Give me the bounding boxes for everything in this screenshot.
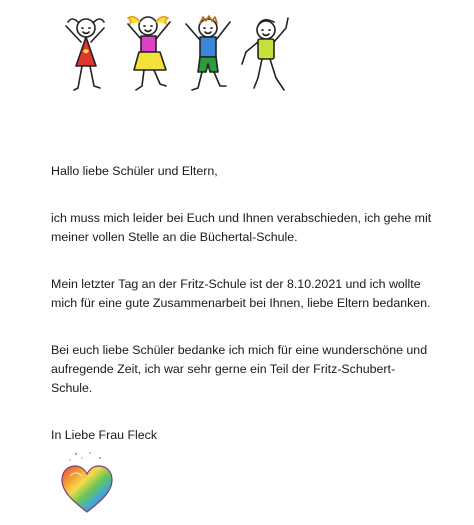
text-line: Mein letzter Tag an der Fritz-Schule ist der 8.10.2021 und ich wollte [51,277,421,291]
text-line: ich muss mich leider bei Euch und Ihnen verabschieden, ich gehe mit [51,211,432,225]
child-blue-shirt [186,16,230,90]
rainbow-heart-icon [56,450,118,518]
signature: In Liebe Frau Fleck [51,428,158,442]
jumping-children-icon [48,6,298,106]
paragraph-last-day [51,275,451,313]
paragraph-thanks-students [51,341,451,398]
child-yellow-skirt [128,17,170,90]
text-line: Schule. [51,381,93,395]
text-line: mich für eine gute Zusammenarbeit bei Ihnen, liebe Eltern bedanken. [51,296,431,310]
letter-body [51,162,451,445]
greeting: Hallo liebe Schüler und Eltern, [51,164,218,178]
text-line: Bei euch liebe Schüler bedanke ich mich für eine wunderschöne und [51,343,428,357]
child-lime-shirt [242,18,288,90]
text-line: aufregende Zeit, ich war sehr gerne ein Teil der Fritz-Schubert- [51,362,396,376]
paragraph-farewell [51,209,451,247]
child-red-dress [66,19,104,90]
text-line: meiner vollen Stelle an die Büchertal-Schule. [51,230,298,244]
